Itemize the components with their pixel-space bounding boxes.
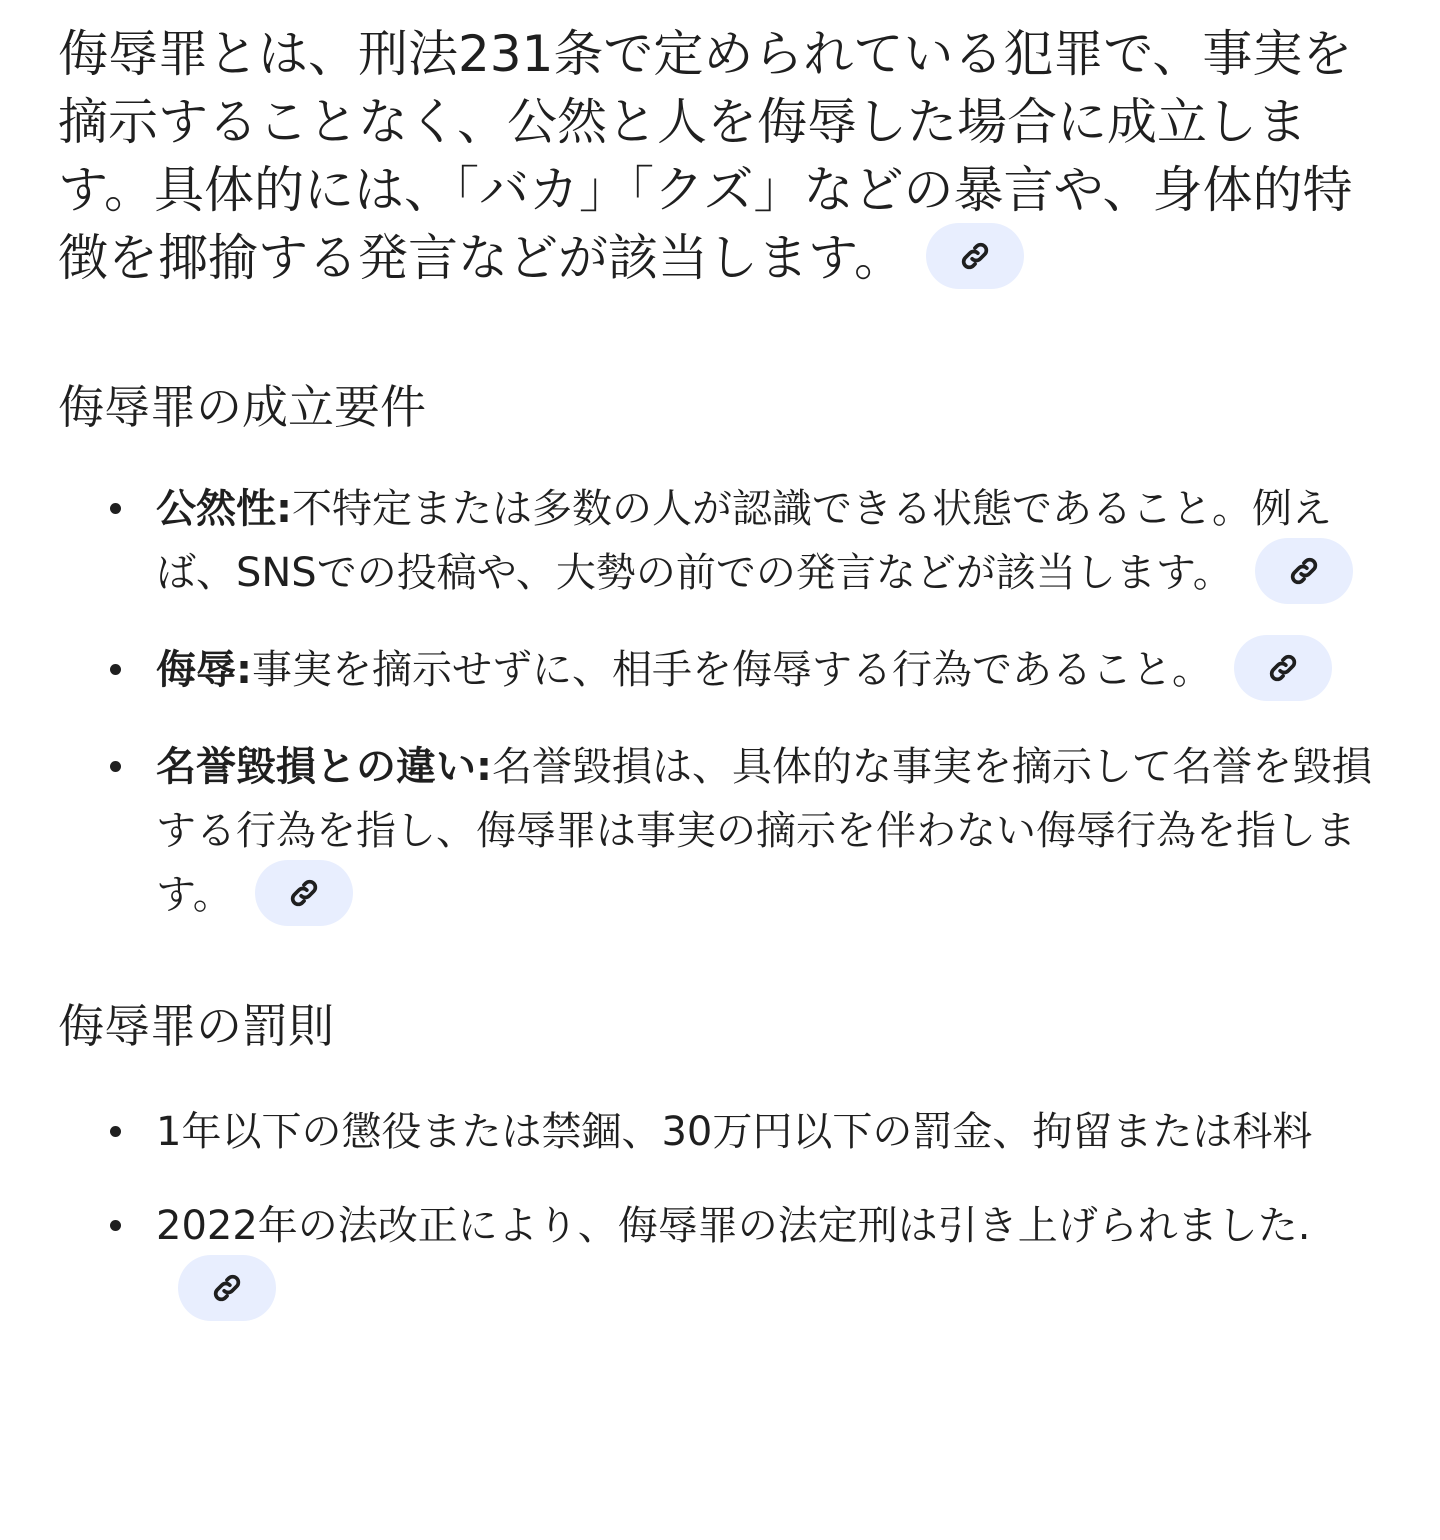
list-item — [58, 735, 1382, 930]
link-icon — [1287, 554, 1321, 588]
intro-text: 侮辱罪とは、刑法231条で定められている犯罪で、事実を摘示することなく、公然と人を侮辱した場合に成立します。具体的には、「バカ」「クズ」などの暴言や、身体的特徴を揶揄する発言などが該当します。 — [58, 25, 1353, 287]
link-icon — [1266, 651, 1300, 685]
penalties-heading: 侮辱罪の罰則 — [58, 998, 334, 1053]
source-link-chip[interactable] — [178, 1255, 276, 1321]
link-icon — [210, 1271, 244, 1305]
bullet-text: 事実を摘示せずに、相手を侮辱する行為であること。 — [252, 646, 1212, 693]
bullet-term: 公然性: — [156, 485, 292, 532]
list-item — [58, 1100, 1382, 1164]
bullet-text: 不特定または多数の人が認識できる状態であること。例えば、SNSでの投稿や、大勢の前での発言などが該当します。 — [156, 485, 1332, 596]
bullet-icon — [110, 664, 121, 675]
source-link-chip[interactable] — [1234, 635, 1332, 701]
bullet-text: 名誉毀損は、具体的な事実を摘示して名誉を毀損する行為を指し、侮辱罪は事実の摘示を伴わない侮辱行為を指します。 — [156, 743, 1372, 918]
source-link-chip[interactable] — [255, 860, 353, 926]
bullet-icon — [110, 761, 121, 772]
bullet-icon — [110, 1126, 121, 1137]
bullet-icon — [110, 1220, 121, 1231]
source-link-chip[interactable] — [1255, 538, 1353, 604]
bullet-text: 1年以下の懲役または禁錮、30万円以下の罰金、拘留または科料 — [156, 1108, 1313, 1155]
list-item — [58, 1194, 1382, 1325]
requirements-list — [58, 477, 1382, 930]
intro-paragraph — [58, 20, 1382, 295]
bullet-term: 侮辱: — [156, 646, 252, 693]
penalties-list — [58, 1100, 1382, 1325]
source-link-chip[interactable] — [926, 223, 1024, 289]
link-icon — [287, 876, 321, 910]
bullet-term: 名誉毀損との違い: — [156, 743, 492, 790]
requirements-heading: 侮辱罪の成立要件 — [58, 379, 426, 434]
bullet-icon — [110, 503, 121, 514]
link-icon — [958, 239, 992, 273]
list-item — [58, 477, 1382, 608]
bullet-text: 2022年の法改正により、侮辱罪の法定刑は引き上げられました. — [156, 1202, 1311, 1249]
list-item — [58, 638, 1382, 705]
